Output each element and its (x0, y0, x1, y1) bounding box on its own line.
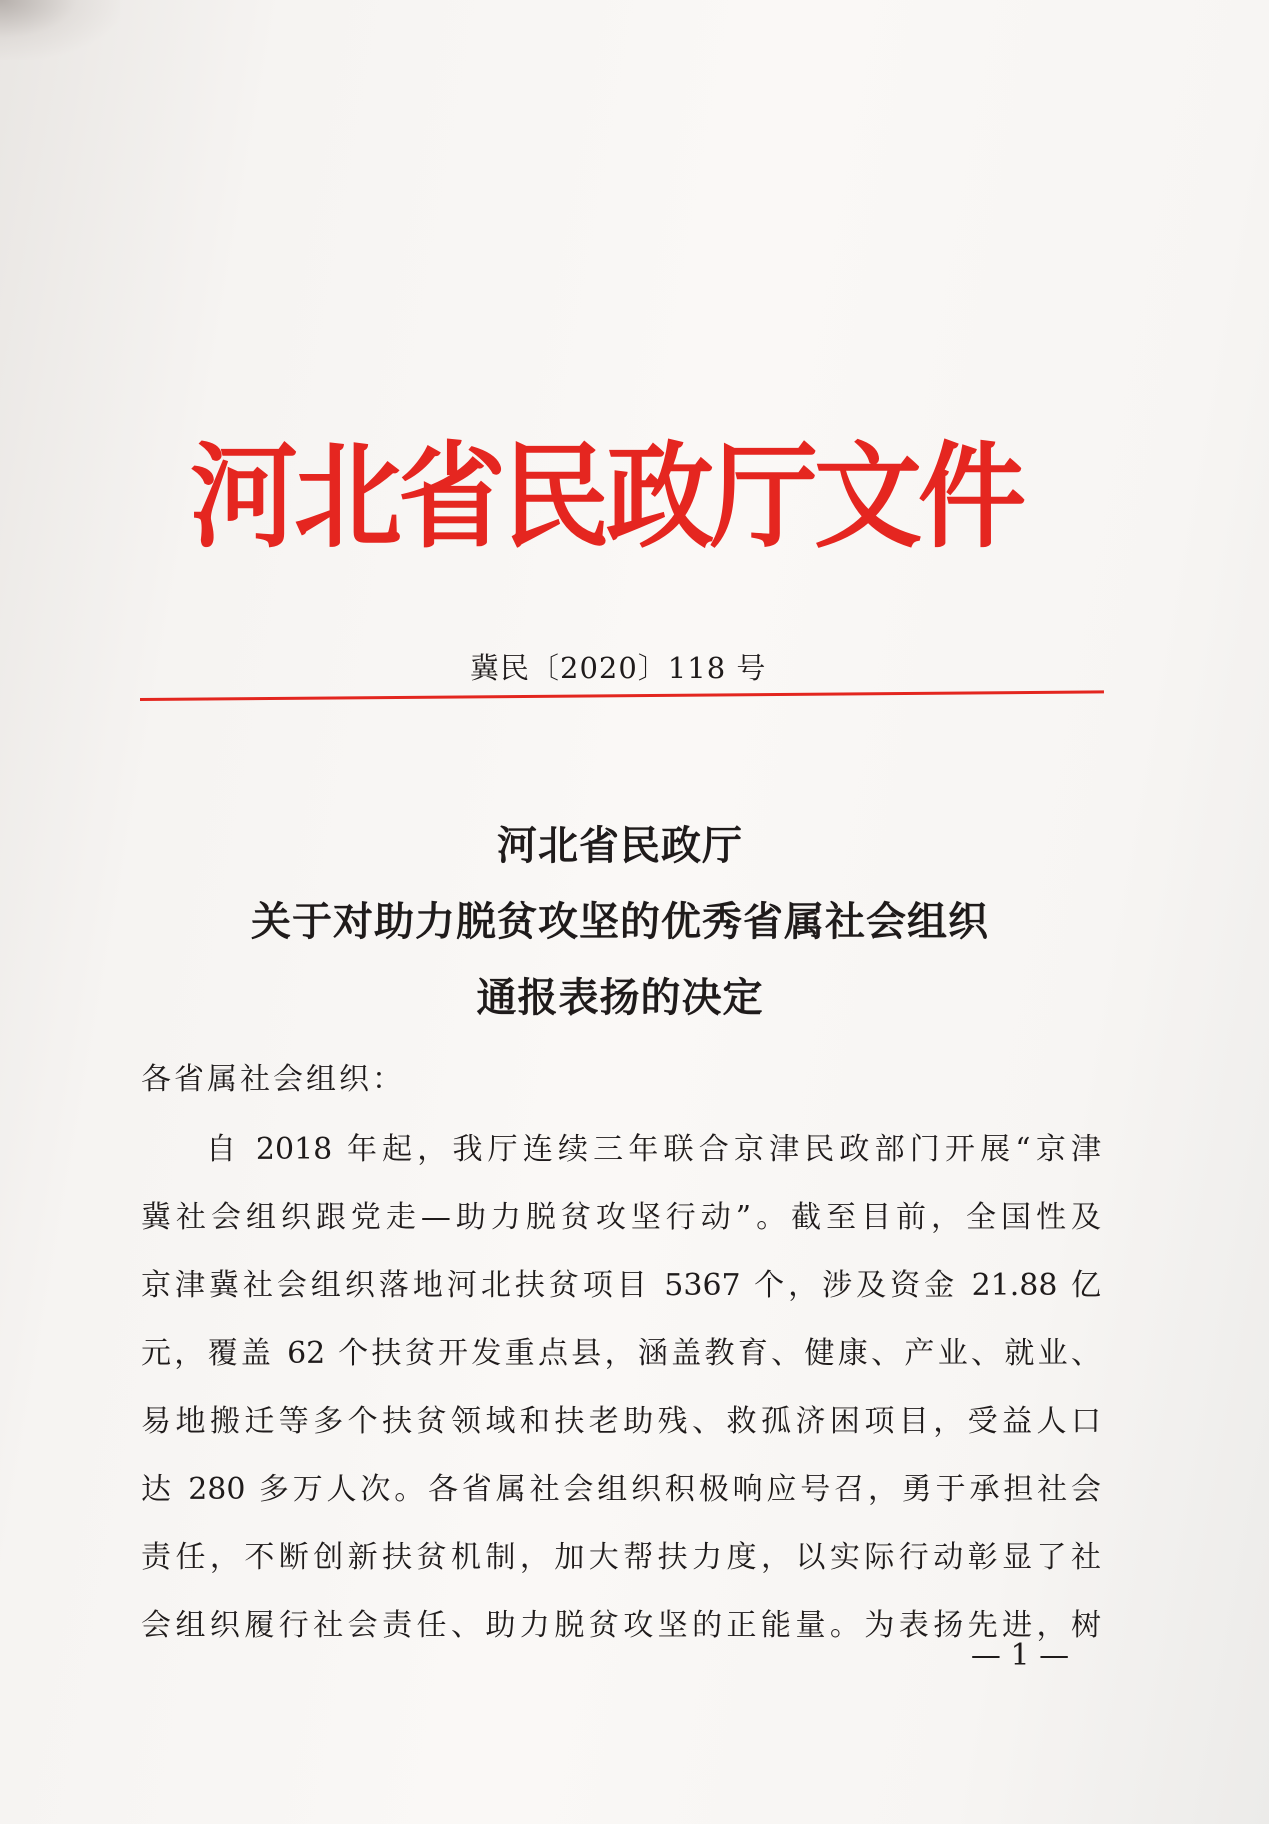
body-paragraph-line: 易地搬迁等多个扶贫领域和扶老助残、救孤济困项目，受益人口 (141, 1404, 1101, 1439)
letterhead-title: 河北省民政厅文件 (190, 430, 1023, 565)
title-line-decision: 通报表扬的决定 (476, 974, 764, 1021)
body-paragraph-line: 自 2018 年起，我厅连续三年联合京津民政部门开展“京津 (206, 1132, 1101, 1167)
red-separator-line (140, 690, 1104, 701)
body-paragraph-line: 冀社会组织跟党走—助力脱贫攻坚行动”。截至目前，全国性及 (141, 1200, 1101, 1235)
paper-corner-shadow (0, 0, 120, 60)
title-line-subject: 关于对助力脱贫攻坚的优秀省属社会组织 (251, 898, 989, 945)
page-number: — 1 — (970, 1638, 1070, 1673)
body-paragraph-line: 会组织履行社会责任、助力脱贫攻坚的正能量。为表扬先进，树 (141, 1608, 1101, 1643)
body-paragraph-line: 达 280 多万人次。各省属社会组织积极响应号召，勇于承担社会 (141, 1472, 1101, 1507)
title-line-issuer: 河北省民政厅 (497, 822, 743, 869)
document-number: 冀民〔2020〕118 号 (470, 651, 767, 685)
document-title (140, 808, 1100, 1036)
body-paragraph-line: 责任，不断创新扶贫机制，加大帮扶力度，以实际行动彰显了社 (141, 1540, 1101, 1575)
body-paragraph-line: 京津冀社会组织落地河北扶贫项目 5367 个，涉及资金 21.88 亿 (141, 1268, 1101, 1303)
body-paragraph-line: 元，覆盖 62 个扶贫开发重点县，涵盖教育、健康、产业、就业、 (141, 1336, 1101, 1371)
salutation: 各省属社会组织： (141, 1062, 405, 1097)
